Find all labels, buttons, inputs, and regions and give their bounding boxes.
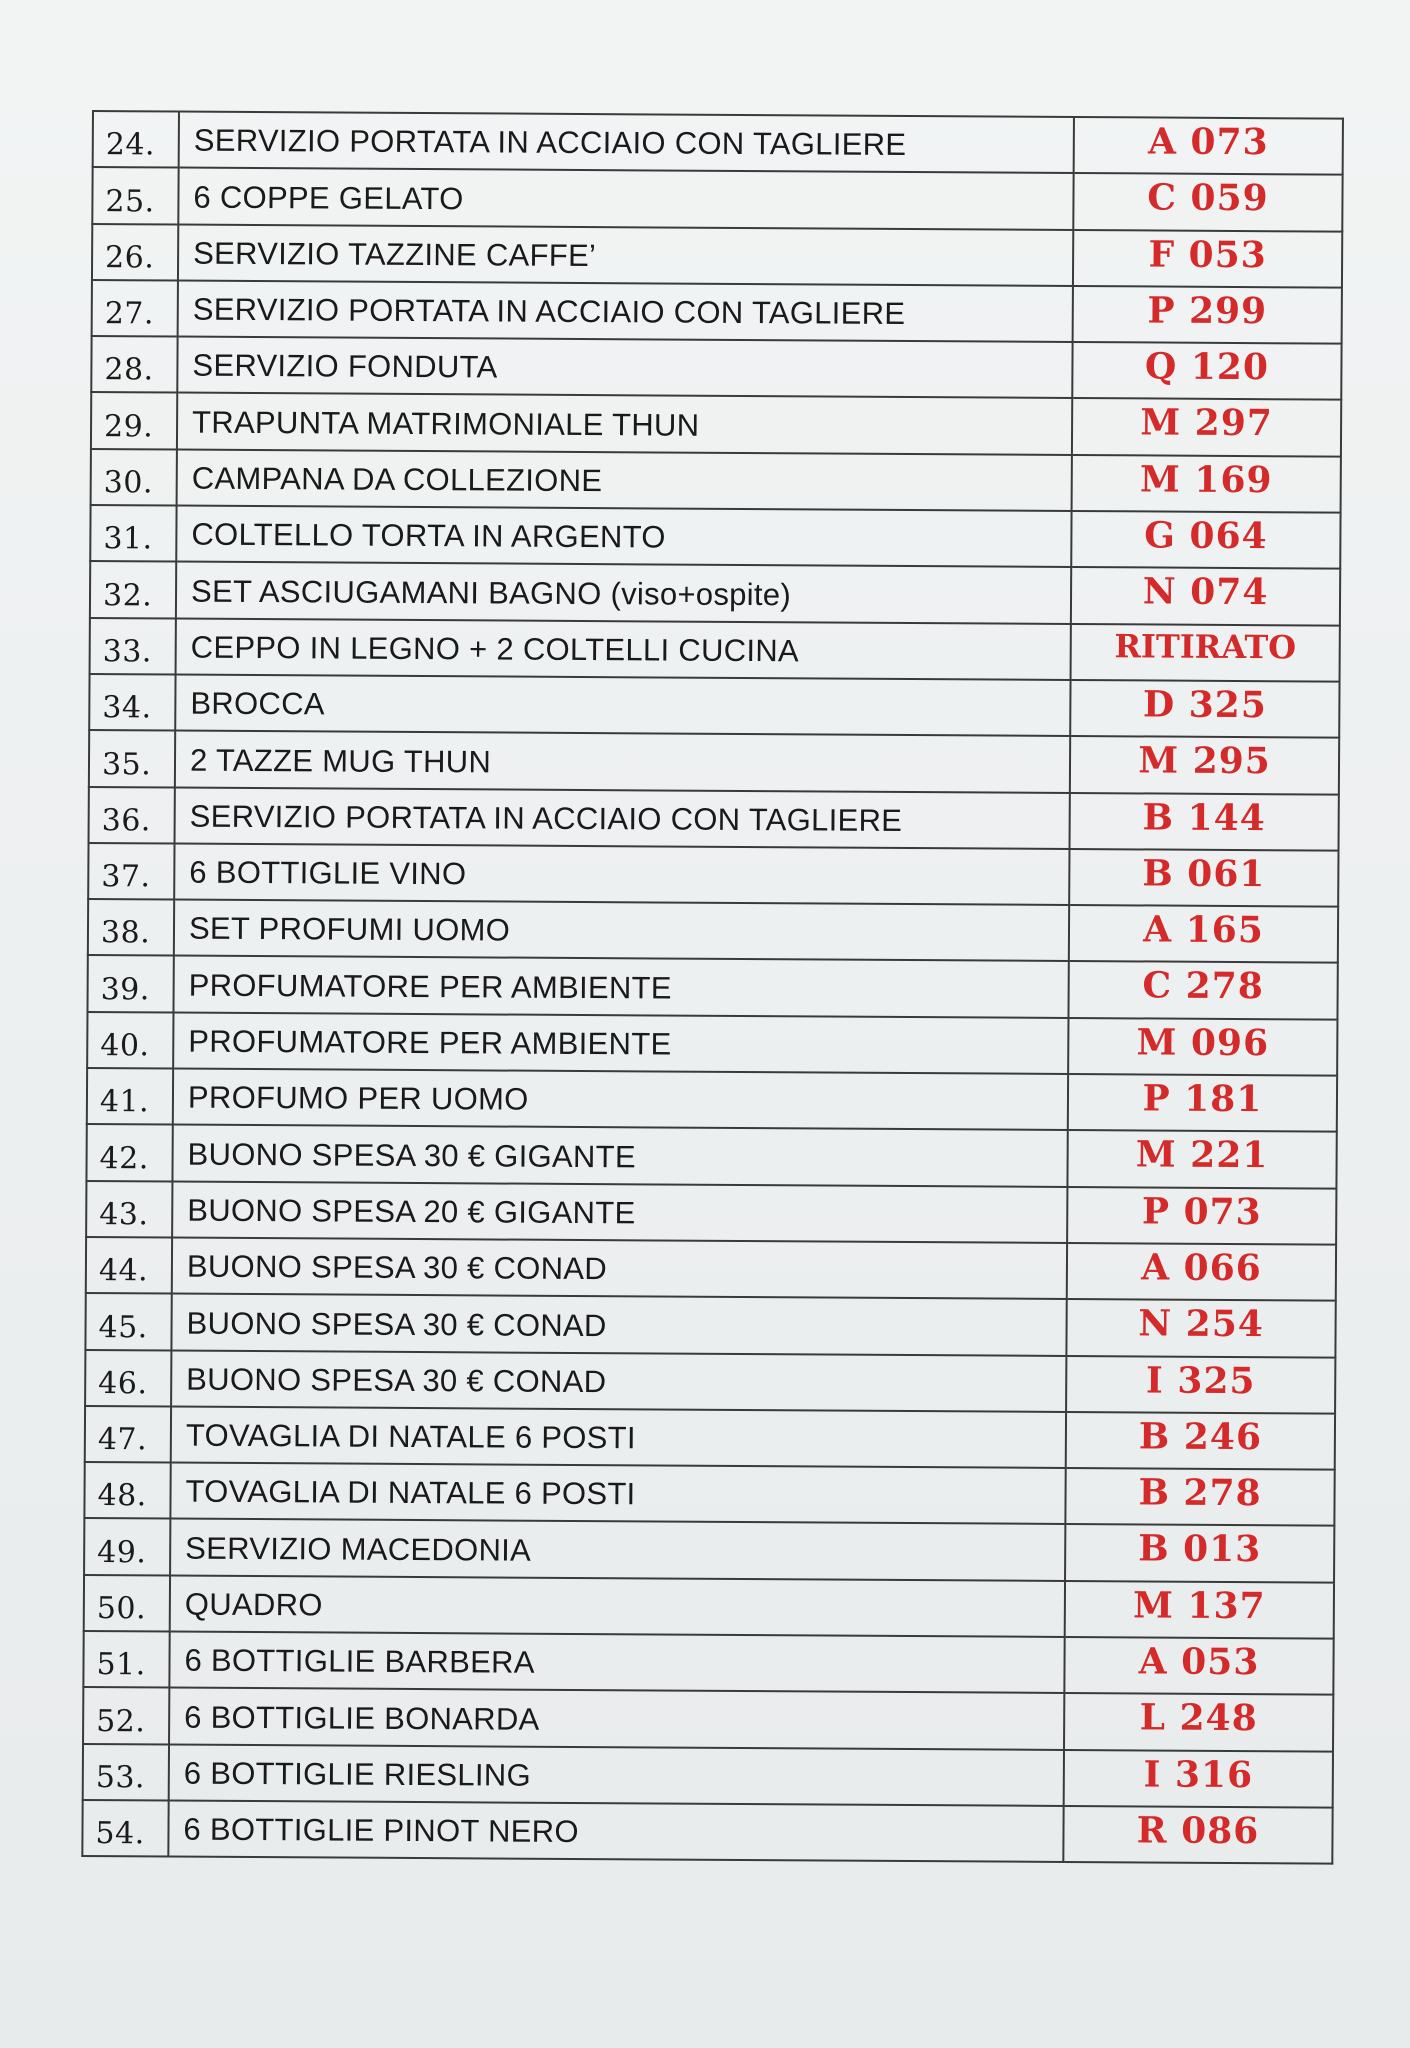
row-number: 31.	[90, 505, 176, 562]
ticket-code: M 295	[1070, 736, 1339, 794]
row-number: 48.	[84, 1462, 170, 1519]
prize-description: CEPPO IN LEGNO + 2 COLTELLI CUCINA	[176, 618, 1071, 680]
prize-description: SET PROFUMI UOMO	[174, 900, 1069, 962]
table-row	[93, 111, 1343, 175]
table-row	[86, 1124, 1336, 1188]
table-row	[89, 787, 1339, 851]
table-row	[89, 674, 1339, 738]
ticket-code: N 254	[1066, 1299, 1335, 1357]
row-number: 45.	[85, 1293, 171, 1350]
prize-description: SERVIZIO FONDUTA	[177, 337, 1072, 399]
prize-description: 6 BOTTIGLIE BONARDA	[169, 1688, 1064, 1750]
prize-description: CAMPANA DA COLLEZIONE	[177, 449, 1072, 511]
prize-description: 6 COPPE GELATO	[178, 168, 1073, 230]
row-number: 34.	[89, 674, 175, 731]
ticket-code: Q 120	[1072, 342, 1341, 400]
table-row	[84, 1518, 1334, 1582]
row-number: 33.	[90, 618, 176, 675]
ticket-code: P 073	[1067, 1187, 1336, 1245]
ticket-code: B 144	[1070, 793, 1339, 851]
prize-description: SERVIZIO PORTATA IN ACCIAIO CON TAGLIERE	[178, 280, 1073, 342]
table-row	[85, 1406, 1335, 1470]
prize-description: SERVIZIO PORTATA IN ACCIAIO CON TAGLIERE	[179, 112, 1074, 174]
ticket-code: P 299	[1073, 286, 1342, 344]
ticket-code: M 096	[1068, 1018, 1337, 1076]
prize-description: SERVIZIO TAZZINE CAFFE’	[178, 224, 1073, 286]
row-number: 49.	[84, 1518, 170, 1575]
table-row	[91, 449, 1341, 513]
ticket-code: M 297	[1072, 398, 1341, 456]
table-row	[84, 1575, 1334, 1639]
table-row	[92, 280, 1342, 344]
ticket-code: B 246	[1066, 1412, 1335, 1470]
table-row	[92, 167, 1342, 231]
ticket-code: P 181	[1068, 1074, 1337, 1132]
table-row	[90, 505, 1340, 569]
prize-description: BROCCA	[175, 674, 1070, 736]
prize-description: COLTELLO TORTA IN ARGENTO	[176, 506, 1071, 568]
ticket-code: B 061	[1069, 849, 1338, 907]
ticket-code: M 221	[1067, 1130, 1336, 1188]
prize-description: TOVAGLIA DI NATALE 6 POSTI	[171, 1406, 1066, 1468]
table-row	[85, 1293, 1335, 1357]
prize-description: SERVIZIO MACEDONIA	[170, 1519, 1065, 1581]
table-row	[89, 730, 1339, 794]
row-number: 26.	[92, 224, 178, 281]
table-row	[83, 1631, 1333, 1695]
row-number: 35.	[89, 730, 175, 787]
row-number: 40.	[87, 1012, 173, 1069]
row-number: 28.	[91, 336, 177, 393]
prize-description: TRAPUNTA MATRIMONIALE THUN	[177, 393, 1072, 455]
table-row	[87, 1012, 1337, 1076]
ticket-code: M 169	[1072, 455, 1341, 513]
ticket-code: B 013	[1065, 1524, 1334, 1582]
row-number: 51.	[83, 1631, 169, 1688]
prize-description: 6 BOTTIGLIE BARBERA	[169, 1632, 1064, 1694]
prize-description: BUONO SPESA 30 € CONAD	[171, 1294, 1066, 1356]
row-number: 41.	[87, 1068, 173, 1125]
row-number: 54.	[82, 1800, 168, 1857]
prize-description: 2 TAZZE MUG THUN	[175, 731, 1070, 793]
prize-description: BUONO SPESA 30 € CONAD	[171, 1350, 1066, 1412]
row-number: 47.	[85, 1406, 171, 1463]
row-number: 37.	[88, 843, 174, 900]
ticket-code: RITIRATO	[1071, 624, 1340, 682]
prize-list-table	[81, 110, 1344, 1865]
table-row	[86, 1181, 1336, 1245]
prize-description: 6 BOTTIGLIE RIESLING	[169, 1744, 1064, 1806]
row-number: 27.	[92, 280, 178, 337]
table-row	[91, 336, 1341, 400]
row-number: 43.	[86, 1181, 172, 1238]
ticket-code: C 059	[1073, 173, 1342, 231]
ticket-code: A 053	[1064, 1637, 1333, 1695]
table-row	[87, 955, 1337, 1019]
row-number: 38.	[88, 899, 174, 956]
table-row	[88, 899, 1338, 963]
table-row	[86, 1237, 1336, 1301]
table-row	[92, 224, 1342, 288]
prize-description: 6 BOTTIGLIE VINO	[174, 843, 1069, 905]
prize-list-body	[82, 111, 1343, 1864]
table-row	[83, 1744, 1333, 1808]
prize-description: PROFUMO PER UOMO	[173, 1069, 1068, 1131]
table-row	[87, 1068, 1337, 1132]
ticket-code: A 165	[1069, 905, 1338, 963]
row-number: 50.	[84, 1575, 170, 1632]
ticket-code: A 066	[1067, 1243, 1336, 1301]
table-row	[88, 843, 1338, 907]
prize-description: TOVAGLIA DI NATALE 6 POSTI	[170, 1463, 1065, 1525]
ticket-code: F 053	[1073, 230, 1342, 288]
table-row	[90, 618, 1340, 682]
row-number: 46.	[85, 1350, 171, 1407]
table-row	[90, 561, 1340, 625]
row-number: 44.	[86, 1237, 172, 1294]
ticket-code: G 064	[1071, 511, 1340, 569]
prize-description: QUADRO	[170, 1575, 1065, 1637]
prize-description: 6 BOTTIGLIE PINOT NERO	[168, 1800, 1063, 1862]
row-number: 25.	[92, 167, 178, 224]
prize-description: PROFUMATORE PER AMBIENTE	[173, 1012, 1068, 1074]
prize-description: BUONO SPESA 30 € GIGANTE	[172, 1125, 1067, 1187]
ticket-code: C 278	[1068, 961, 1337, 1019]
table-row	[85, 1350, 1335, 1414]
row-number: 36.	[89, 787, 175, 844]
row-number: 24.	[93, 111, 179, 168]
table-row	[83, 1687, 1333, 1751]
ticket-code: B 278	[1065, 1468, 1334, 1526]
row-number: 30.	[91, 449, 177, 506]
prize-description: SERVIZIO PORTATA IN ACCIAIO CON TAGLIERE	[175, 787, 1070, 849]
table-row	[84, 1462, 1334, 1526]
ticket-code: I 325	[1066, 1356, 1335, 1414]
table-row	[91, 392, 1341, 456]
ticket-code: R 086	[1063, 1806, 1332, 1864]
prize-description: PROFUMATORE PER AMBIENTE	[173, 956, 1068, 1018]
ticket-code: A 073	[1074, 117, 1343, 175]
ticket-code: N 074	[1071, 567, 1340, 625]
row-number: 42.	[86, 1124, 172, 1181]
prize-description: BUONO SPESA 30 € CONAD	[172, 1237, 1067, 1299]
ticket-code: L 248	[1064, 1693, 1333, 1751]
row-number: 52.	[83, 1687, 169, 1744]
row-number: 39.	[87, 955, 173, 1012]
ticket-code: D 325	[1070, 680, 1339, 738]
prize-description: BUONO SPESA 20 € GIGANTE	[172, 1181, 1067, 1243]
row-number: 29.	[91, 392, 177, 449]
row-number: 32.	[90, 561, 176, 618]
prize-description: SET ASCIUGAMANI BAGNO (viso+ospite)	[176, 562, 1071, 624]
row-number: 53.	[83, 1744, 169, 1801]
ticket-code: I 316	[1064, 1750, 1333, 1808]
table-row	[82, 1800, 1332, 1864]
ticket-code: M 137	[1065, 1581, 1334, 1639]
